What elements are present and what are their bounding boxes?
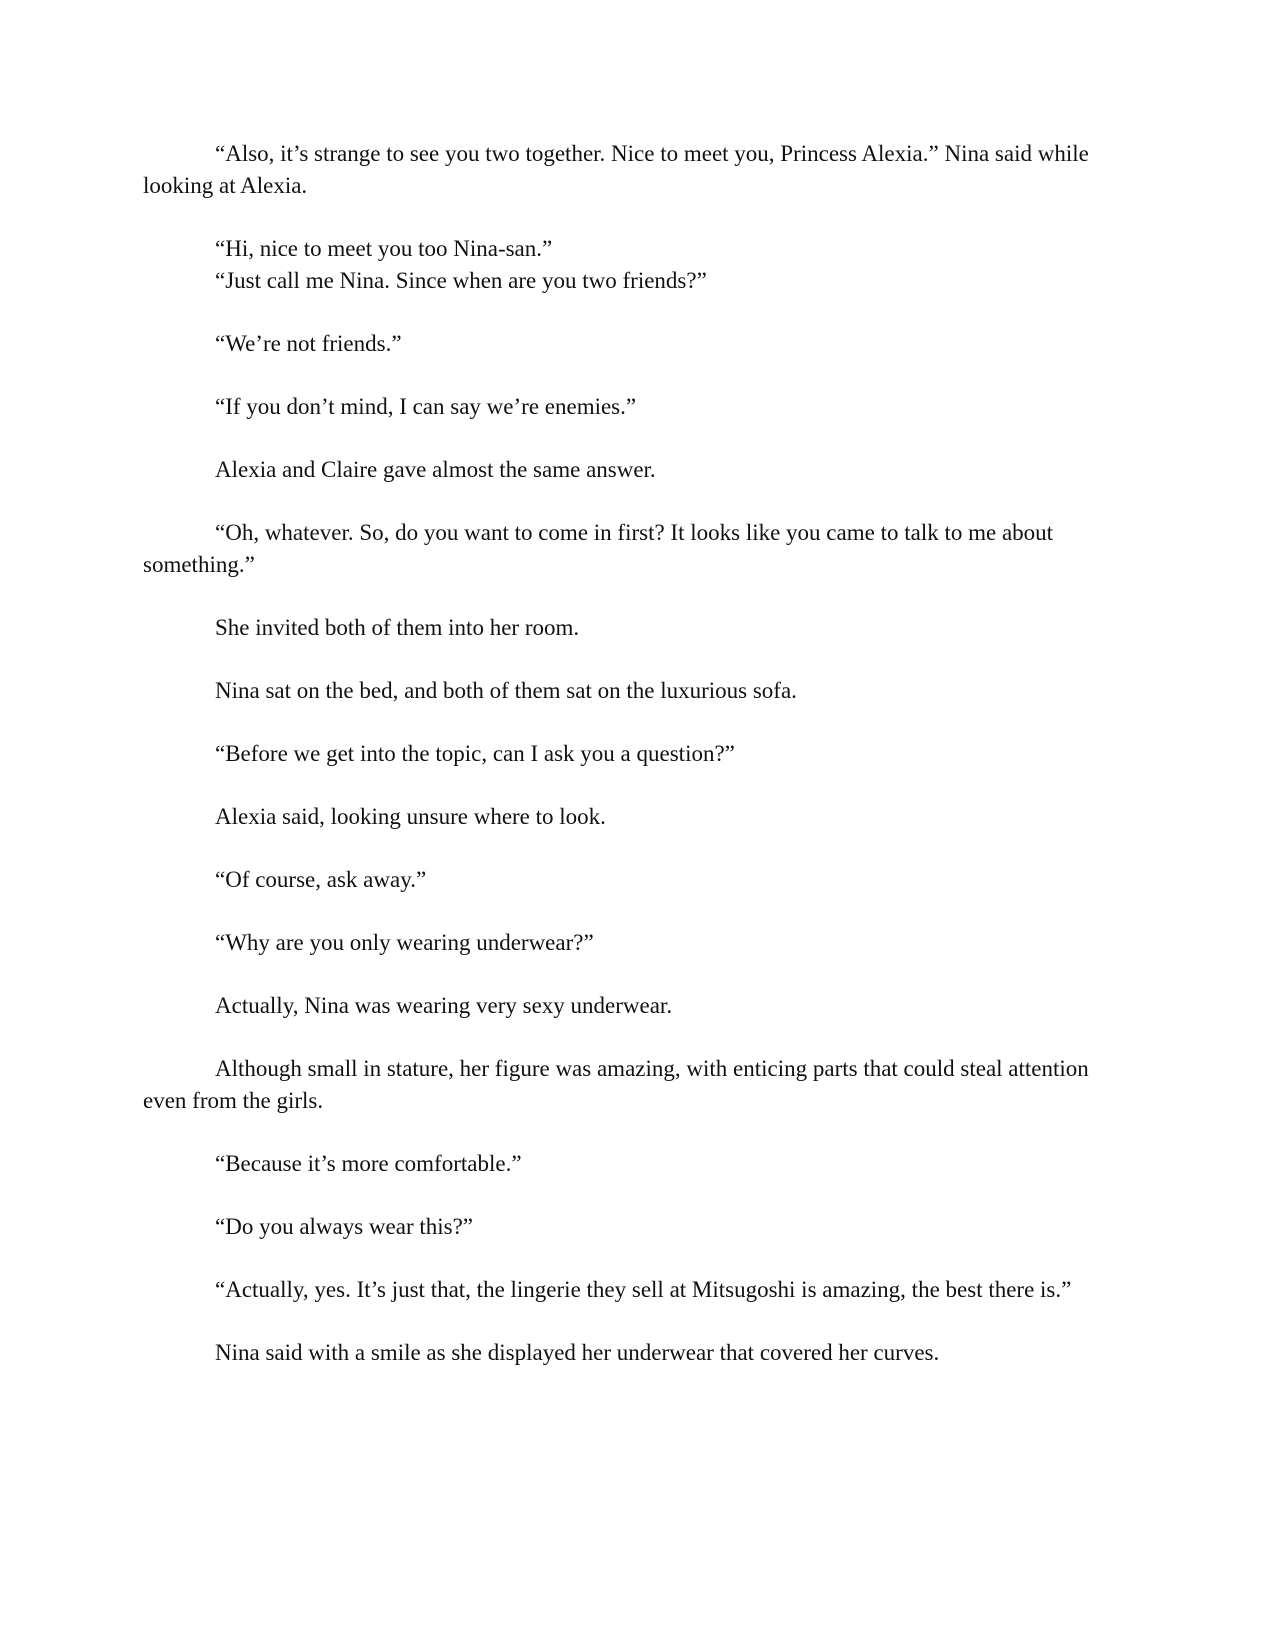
paragraph: Actually, Nina was wearing very sexy underwear. (215, 993, 673, 1018)
paragraph: “Oh, whatever. So, do you want to come in first? It looks like you came to talk to me about something.” (143, 520, 1054, 577)
paragraph: “Because it’s more comfortable.” (215, 1151, 522, 1176)
paragraph: Although small in stature, her figure was amazing, with enticing parts that could steal attention even from the girls. (143, 1056, 1089, 1113)
paragraph: She invited both of them into her room. (215, 615, 580, 640)
paragraph: “Of course, ask away.” (215, 867, 427, 892)
paragraph: “Before we get into the topic, can I ask you a question?” (215, 741, 735, 766)
paragraph: “Why are you only wearing underwear?” (215, 930, 594, 955)
paragraph: “Actually, yes. It’s just that, the lingerie they sell at Mitsugoshi is amazing, the best there is.” (215, 1277, 1072, 1302)
paragraph: Nina said with a smile as she displayed her underwear that covered her curves. (215, 1340, 940, 1365)
paragraph: “Hi, nice to meet you too Nina-san.” (215, 236, 553, 261)
paragraph: “Also, it’s strange to see you two together. Nice to meet you, Princess Alexia.” Nina said while looking at Alexia. (143, 141, 1089, 198)
paragraph: “If you don’t mind, I can say we’re enemies.” (215, 394, 637, 419)
paragraph: “We’re not friends.” (215, 331, 402, 356)
paragraph: Alexia and Claire gave almost the same answer. (215, 457, 656, 482)
paragraph: Alexia said, looking unsure where to look. (215, 804, 606, 829)
paragraph: “Do you always wear this?” (215, 1214, 474, 1239)
paragraph: “Just call me Nina. Since when are you two friends?” (215, 268, 707, 293)
paragraph: Nina sat on the bed, and both of them sat on the luxurious sofa. (215, 678, 797, 703)
document-body (143, 138, 1103, 1400)
